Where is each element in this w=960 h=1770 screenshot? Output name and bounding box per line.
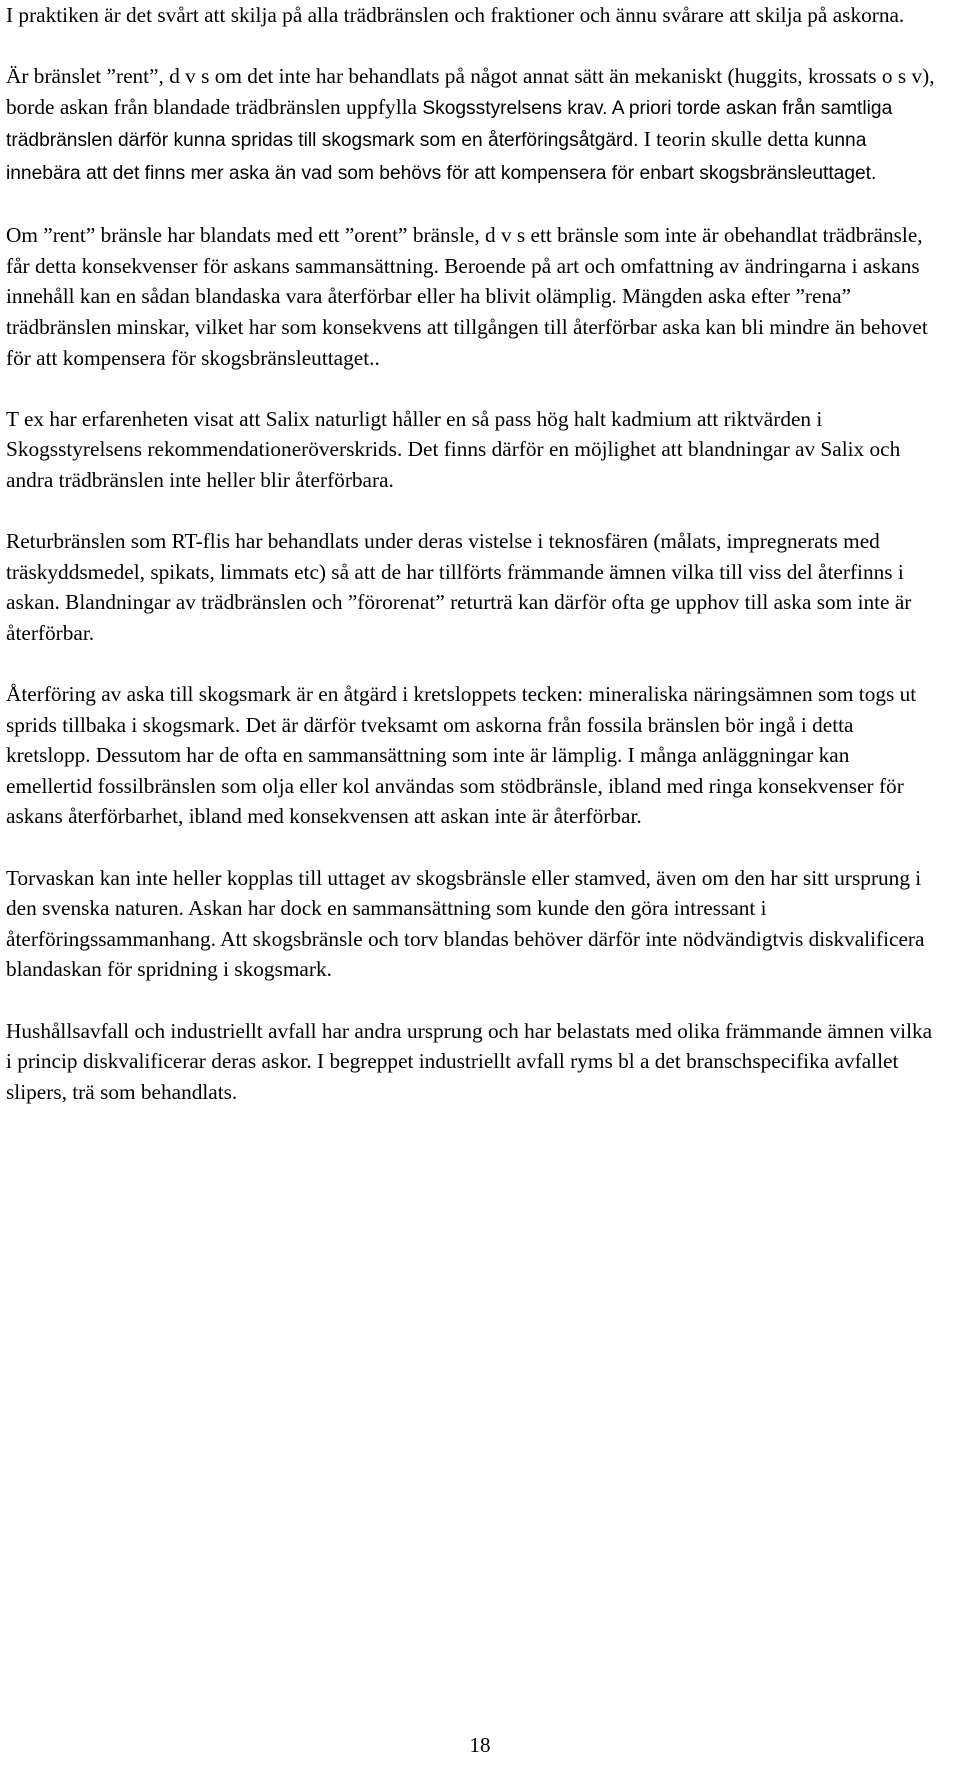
paragraph-text-sans: Skogsstyrelsens krav. A priori torde askan från samtliga trädbränslen därför kunna spridas till skogsmark som en återföringsåtgärd. <box>6 97 893 152</box>
paragraph-text: I praktiken är det svårt att skilja på alla trädbränslen och fraktioner och ännu svårare att skilja på askorna. <box>6 3 905 27</box>
paragraph-text: T ex har erfarenheten visat att Salix naturligt håller en så pass hög halt kadmium att riktvärden i Skogsstyrelsens rekommendationeröverskrids. Det finns därför en möjlighet att blandningar av Salix och andra trädbränslen inte heller blir återförbara. <box>6 406 901 492</box>
paragraph-1 <box>6 0 940 31</box>
paragraph-text: I teorin skulle detta <box>638 127 815 152</box>
paragraph-text: Returbränslen som RT-flis har behandlats under deras vistelse i teknosfären (målats, impregnerats med träskyddsmedel, spikats, limmats etc) så att de har tillförts främmande ämnen vilka till viss del återfinns i askan. Blandningar av trädbränslen och ”förorenat” returträ kan därför ofta ge upphov till aska som inte är återförbar. <box>6 529 912 645</box>
page-number: 18 <box>469 1733 491 1757</box>
paragraph-8 <box>6 1016 940 1108</box>
paragraph-3 <box>6 220 940 373</box>
paragraph-text-sans: kunna innebära att det finns mer aska än vad som behövs för att kompensera för enbart skogsbränsleuttaget. <box>6 130 877 184</box>
paragraph-text: Återföring av aska till skogsmark är en åtgärd i kretsloppets tecken: mineraliska näringsämnen som togs ut sprids tillbaka i skogsmark. Det är därför tveksamt om askorna från fossila bränslen bör ingå i detta kretslopp. Dessutom har de ofta en sammansättning som inte är lämplig. I många anläggningar kan emellertid fossilbränslen som olja eller kol användas som stödbränsle, ibland med ringa konsekvenser för askans återförbarhet, ibland med konsekvensen att askan inte är återförbar. <box>6 682 917 829</box>
paragraph-text: Hushållsavfall och industriellt avfall har andra ursprung och har belastats med olika främmande ämnen vilka i princip diskvalificerar deras askor. I begreppet industriellt avfall ryms bl a det branschspecifika avfallet slipers, trä som behandlats. <box>6 1018 933 1104</box>
paragraph-text: Torvaskan kan inte heller kopplas till uttaget av skogsbränsle eller stamved, även om den har sitt ursprung i den svenska naturen. Askan har dock en sammansättning som kunde den göra intressant i återföringssammanhang. Att skogsbränsle och torv blandas behöver därför inte nödvändigtvis diskvalificera blandaskan för spridning i skogsmark. <box>6 865 925 982</box>
paragraph-6 <box>6 679 940 832</box>
document-body <box>6 0 940 1138</box>
paragraph-text: Om ”rent” bränsle har blandats med ett ”orent” bränsle, d v s ett bränsle som inte är obehandlat trädbränsle, får detta konsekvenser för askans sammansättning. Beroende på art och omfattning av ändringarna i askans innehåll kan en sådan blandaska vara återförbar eller ha blivit olämplig. Mängden aska efter ”rena” trädbränslen minskar, vilket har som konsekvens att tillgången till återförbar aska kan bli mindre än behovet för att kompensera för skogsbränsleuttaget.. <box>6 223 928 370</box>
paragraph-text: Är bränslet ”rent”, d v s om det inte har behandlats på något annat sätt än mekaniskt (huggits, krossats o s v), borde askan från blandade trädbränslen uppfylla <box>6 64 935 119</box>
paragraph-7 <box>6 863 940 985</box>
paragraph-2 <box>6 61 940 189</box>
paragraph-4 <box>6 404 940 496</box>
paragraph-5 <box>6 526 940 648</box>
